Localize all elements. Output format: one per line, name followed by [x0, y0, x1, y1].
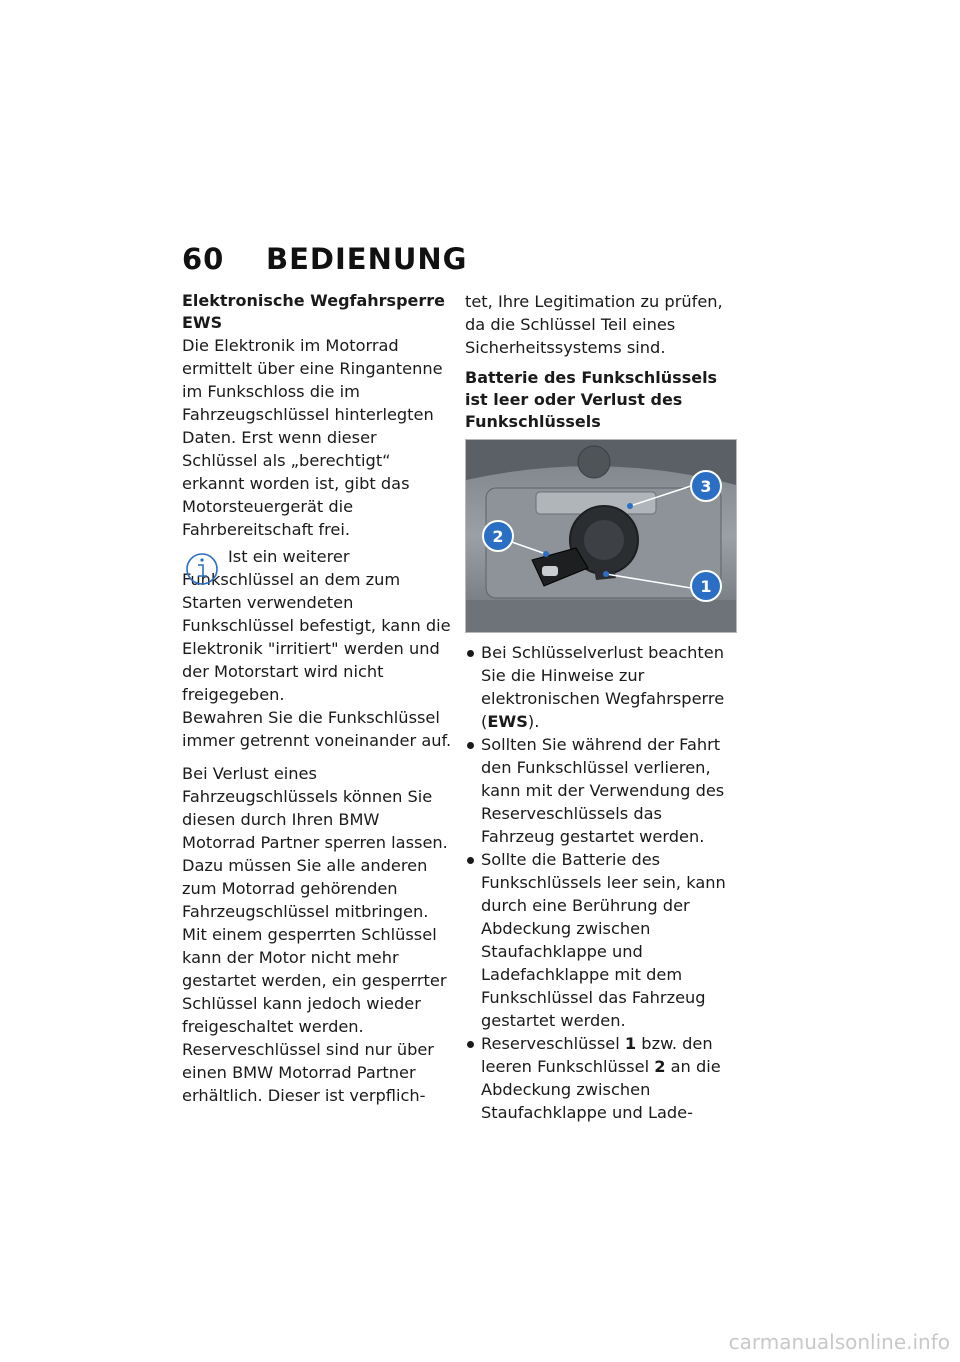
page-number: 60 — [182, 242, 225, 276]
callout-1 — [691, 571, 721, 601]
list-item: Sollte die Batterie des Funkschlüssels leer sein, kann durch eine Berührung der Abdeckung zwischen Staufachklappe und Ladefachklappe mit dem Funkschlüssel das Fahrzeug gestartet werden. — [465, 848, 737, 1032]
note-text-2: Bewahren Sie die Funkschlüssel immer getrennt voneinander auf. — [182, 708, 452, 750]
callout-2 — [483, 521, 513, 551]
list-item: Bei Schlüsselverlust beachten Sie die Hinweise zur elektronischen Wegfahrsperre (EWS). — [465, 641, 737, 733]
ews-intro: Die Elektronik im Motorrad ermittelt über eine Ringantenne im Funkschloss die im Fahrzeugschlüssel hinterlegten Daten. Erst wenn dieser Schlüssel als „berechtigt“ erkannt worden ist, gibt das Motorsteuergerät die Fahrbereitschaft frei. — [182, 336, 443, 539]
page-header — [182, 242, 782, 276]
note-block — [182, 545, 454, 752]
watermark: carmanualsonline.info — [728, 1330, 950, 1354]
callout-2-label: 2 — [492, 527, 504, 546]
loss-paragraph-2: Dazu müssen Sie alle anderen zum Motorrad gehörenden Fahrzeugschlüssel mitbringen. — [182, 856, 429, 921]
loss-paragraph-4: Reserveschlüssel sind nur über einen BMW Motorrad Partner erhältlich. Dieser ist verpflich- — [182, 1040, 434, 1105]
list-item: Reserveschlüssel 1 bzw. den leeren Funkschlüssel 2 an die Abdeckung zwischen Staufachklappe und Lade- — [465, 1032, 737, 1124]
instruction-list — [465, 641, 737, 1124]
key-placement-figure — [465, 439, 737, 633]
chapter-title: BEDIENUNG — [266, 242, 468, 276]
section-heading-battery: Batterie des Funkschlüssels ist leer oder Verlust des Funkschlüssels — [465, 368, 718, 431]
callout-3-label: 3 — [700, 477, 712, 496]
note-text: Ist ein weiterer Funkschlüssel an dem zum Starten verwendeten Funkschlüssel befestigt, kann die Elektronik "irritiert" werden und der Motorstart wird nicht freigegeben. — [182, 547, 451, 704]
key-photo-illustration — [466, 440, 736, 632]
left-column — [182, 290, 454, 1107]
section-heading-ews: Elektronische Wegfahrsperre EWS — [182, 291, 446, 332]
continuation-text: tet, Ihre Legitimation zu prüfen, da die Schlüssel Teil eines Sicherheitssystems sind. — [465, 292, 723, 357]
callout-3 — [691, 471, 721, 501]
callout-1-label: 1 — [700, 577, 712, 596]
list-item: Sollten Sie während der Fahrt den Funkschlüssel verlieren, kann mit der Verwendung des Reserveschlüssels das Fahrzeug gestartet werden. — [465, 733, 737, 848]
info-note-icon — [182, 547, 222, 587]
right-column — [465, 290, 737, 1124]
loss-paragraph-3: Mit einem gesperrten Schlüssel kann der Motor nicht mehr gestartet werden, ein gesperrter Schlüssel kann jedoch wieder freigeschaltet werden. — [182, 925, 447, 1036]
loss-paragraph-1: Bei Verlust eines Fahrzeugschlüssels können Sie diesen durch Ihren BMW Motorrad Partner sperren lassen. — [182, 764, 448, 852]
